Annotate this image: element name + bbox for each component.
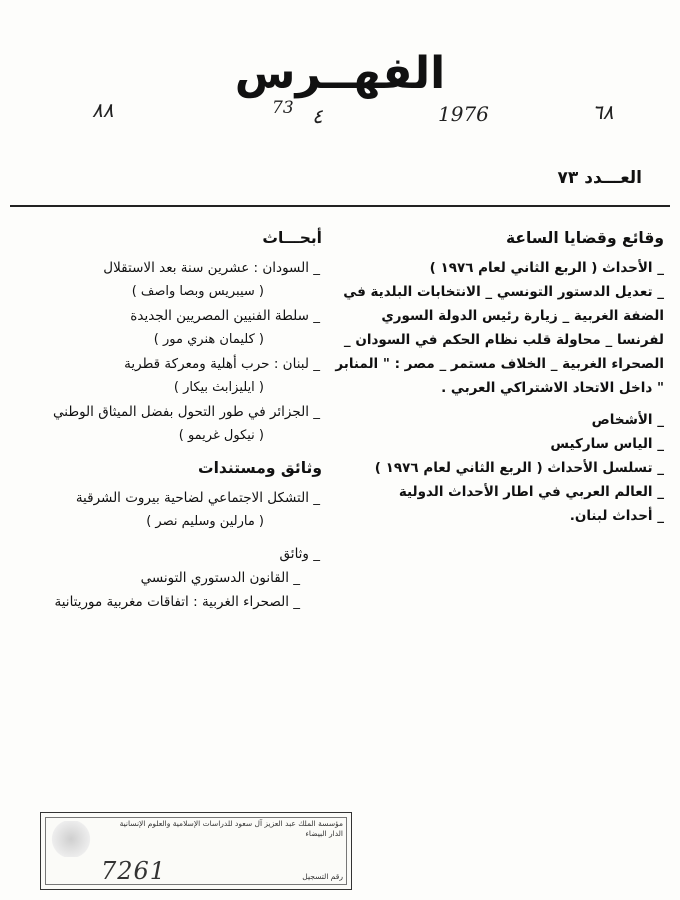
handwritten-issue-number: 73 xyxy=(272,98,294,118)
stamp-text: مؤسسة الملك عبد العزيز آل سعود للدراسات الإسلامية والعلوم الإنسانية الدار البيضاء xyxy=(119,819,343,838)
toc-entry: _ العالم العربي في اطار الأحداث الدولية xyxy=(398,484,664,500)
research-title: _ لبنان : حرب أهلية ومعركة قطرية xyxy=(124,356,320,372)
stamp-registration-number: 7261 xyxy=(101,857,167,885)
stamp-seal-smudge xyxy=(51,821,91,857)
document-item: _ القانون الدستوري التونسي xyxy=(140,570,300,586)
research-title: _ السودان : عشرين سنة بعد الاستقلال xyxy=(103,260,320,276)
handwritten-year: 1976 xyxy=(438,102,489,126)
library-stamp xyxy=(40,812,352,890)
handwritten-note: ٤ xyxy=(312,104,323,128)
section-heading: وثائق ومستندات xyxy=(198,459,322,477)
research-author: ( نيكول غريمو ) xyxy=(178,428,264,443)
stamp-label: رقم التسجيل xyxy=(302,872,343,881)
research-author: ( ايليزابث بيكار ) xyxy=(173,380,264,395)
toc-entry: _ أحداث لبنان. xyxy=(569,508,664,524)
toc-entry: _ الأشخاص xyxy=(591,412,664,428)
handwritten-note: ٦٨ xyxy=(592,100,614,124)
section-heading: وقائع وقضايا الساعة xyxy=(505,229,664,247)
handwritten-note: ٨٨ xyxy=(92,98,114,122)
document-item: _ الصحراء الغربية : اتفاقات مغربية موريتانية xyxy=(54,594,300,610)
right-column xyxy=(334,226,664,528)
section-heading: أبحـــاث xyxy=(262,229,322,247)
toc-entry: _ الأحداث ( الربع الثاني لعام ١٩٧٦ ) xyxy=(429,260,664,276)
research-author: ( سيبريس وبصا واصف ) xyxy=(131,284,264,299)
issue-number: العـــدد ٧٣ xyxy=(557,168,642,188)
research-title: _ الجزائر في طور التحول بفضل الميثاق الوطني xyxy=(53,404,320,420)
divider xyxy=(10,205,670,207)
document-author: ( مارلين وسليم نصر ) xyxy=(146,514,264,529)
toc-entry: _ الياس ساركيس xyxy=(550,436,664,452)
left-column xyxy=(10,226,322,614)
research-title: _ سلطة الفنيين المصريين الجديدة xyxy=(130,308,320,324)
toc-entry: _ تسلسل الأحداث ( الربع الثاني لعام ١٩٧٦ ) xyxy=(374,460,664,476)
document-title: _ التشكل الاجتماعي لضاحية بيروت الشرقية xyxy=(75,490,320,506)
documents-subheading: _ وثائق xyxy=(279,546,320,562)
toc-entry: _ تعديل الدستور التونسي _ الانتخابات البلدية في الضفة الغربية _ زيارة رئيس الدولة السوري لفرنسا _ محاولة قلب نظام الحكم في السودان _ الصحراء الغربية _ الخلاف مستمر _ مصر : " المنابر " داخل الاتحاد الاشتراكي العربي . xyxy=(335,284,664,396)
research-author: ( كليمان هنري مور ) xyxy=(153,332,264,347)
page-title: الفهــرس xyxy=(234,48,446,99)
